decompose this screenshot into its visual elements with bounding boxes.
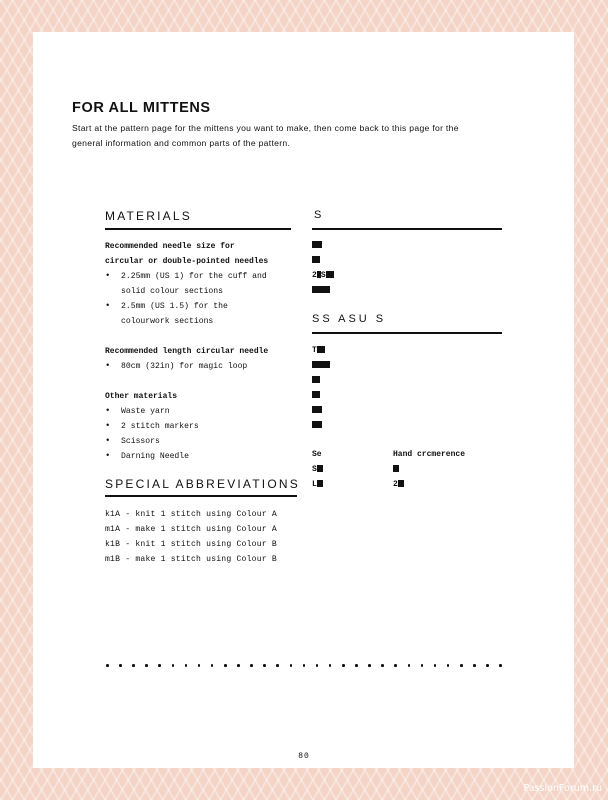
divider-dot xyxy=(381,664,384,667)
right-block-1-line xyxy=(312,286,330,296)
abbreviations-list xyxy=(105,507,277,567)
divider-dot xyxy=(394,664,397,667)
page-number: 80 xyxy=(298,752,310,761)
right-block-2-line: T xyxy=(312,346,325,356)
special-abbreviations-heading: SPECIAL ABBREVIATIONS xyxy=(105,477,300,491)
divider-dot xyxy=(421,664,424,667)
abbreviations-rule xyxy=(105,495,297,497)
divider-dot xyxy=(499,664,502,667)
divider-dot xyxy=(486,664,489,667)
dotted-divider xyxy=(106,664,502,667)
divider-dot xyxy=(132,664,135,667)
divider-dot xyxy=(158,664,161,667)
divider-dot xyxy=(145,664,148,667)
list-item: • Scissors xyxy=(105,434,305,449)
list-item: • 80cm (32in) for magic loop xyxy=(105,359,305,374)
divider-dot xyxy=(316,664,319,667)
list-item: • Darning Needle xyxy=(105,449,305,464)
divider-dot xyxy=(224,664,227,667)
right-rule-1 xyxy=(312,228,502,230)
divider-dot xyxy=(473,664,476,667)
section-title: FOR ALL MITTENS xyxy=(72,100,211,116)
hand-circumference-label: Hand crcmerence xyxy=(393,450,466,459)
divider-dot xyxy=(172,664,175,667)
other-materials-heading: Other materials xyxy=(105,392,178,401)
divider-dot xyxy=(185,664,188,667)
divider-dot xyxy=(434,664,437,667)
right-heading-1: S xyxy=(314,209,325,221)
size-row: L xyxy=(312,480,323,490)
abbreviation-item: k1B - knit 1 stitch using Colour B xyxy=(105,540,277,549)
right-heading-2: SS ASU S xyxy=(312,313,387,325)
right-block-1-line xyxy=(312,241,322,251)
divider-dot xyxy=(460,664,463,667)
abbreviation-item: m1B - make 1 stitch using Colour B xyxy=(105,555,277,564)
divider-dot xyxy=(329,664,332,667)
right-block-2-line xyxy=(312,361,330,371)
divider-dot xyxy=(303,664,306,667)
right-block-1-line xyxy=(312,256,320,266)
right-rule-2 xyxy=(312,332,502,334)
divider-dot xyxy=(447,664,450,667)
watermark: PassionForum.ru xyxy=(523,783,602,794)
divider-dot xyxy=(276,664,279,667)
list-item: • Waste yarn xyxy=(105,404,305,419)
circular-needle-heading: Recommended length circular needle xyxy=(105,347,269,356)
hand-row xyxy=(393,465,399,475)
materials-rule xyxy=(105,228,291,230)
divider-dot xyxy=(368,664,371,667)
intro-paragraph: Start at the pattern page for the mittens you want to make, then come back to this page for the general information and common parts of the pattern. xyxy=(72,123,459,148)
abbreviation-item: m1A - make 1 stitch using Colour A xyxy=(105,525,277,534)
divider-dot xyxy=(119,664,122,667)
divider-dot xyxy=(237,664,240,667)
list-item: • 2.25mm (US 1) for the cuff and solid colour sections xyxy=(105,269,305,299)
materials-list xyxy=(105,239,305,464)
right-block-2-line xyxy=(312,391,320,401)
divider-dot xyxy=(408,664,411,667)
needle-size-heading-2: circular or double-pointed needles xyxy=(105,257,269,266)
right-block-1-line: 2 S xyxy=(312,271,334,281)
materials-heading: MATERIALS xyxy=(105,209,192,223)
hand-row: 2 xyxy=(393,480,404,490)
divider-dot xyxy=(198,664,201,667)
divider-dot xyxy=(342,664,345,667)
right-block-2-line xyxy=(312,376,320,386)
abbreviation-item: k1A - knit 1 stitch using Colour A xyxy=(105,510,277,519)
size-row: S xyxy=(312,465,323,475)
circular-needle-list xyxy=(105,359,305,374)
other-materials-list xyxy=(105,404,305,464)
divider-dot xyxy=(263,664,266,667)
right-block-2-line xyxy=(312,421,322,431)
right-block-2-line xyxy=(312,406,322,416)
divider-dot xyxy=(250,664,253,667)
list-item: • 2 stitch markers xyxy=(105,419,305,434)
needle-size-heading: Recommended needle size for xyxy=(105,242,235,251)
divider-dot xyxy=(106,664,109,667)
needle-size-list xyxy=(105,269,305,329)
divider-dot xyxy=(355,664,358,667)
list-item: • 2.5mm (US 1.5) for the colourwork sections xyxy=(105,299,305,329)
divider-dot xyxy=(290,664,293,667)
size-column-label: Se xyxy=(312,450,322,459)
divider-dot xyxy=(211,664,214,667)
